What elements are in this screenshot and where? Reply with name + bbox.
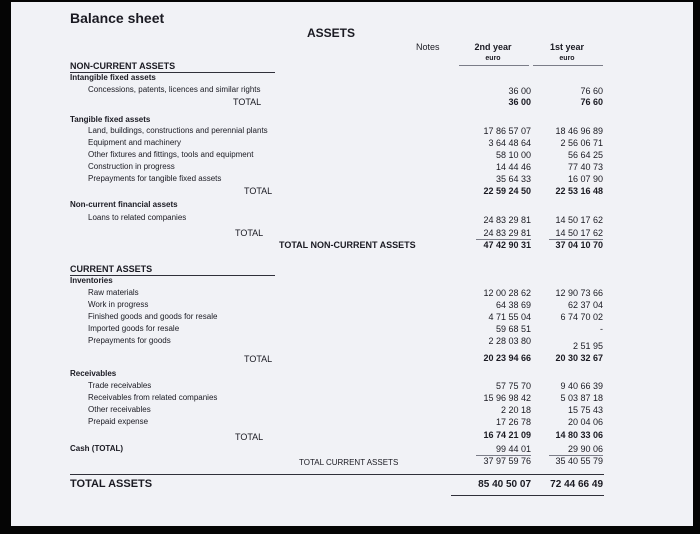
receivables-row-label: Other receivables — [88, 405, 151, 414]
intangible-title: Intangible fixed assets — [70, 73, 156, 82]
intangible-row-label: Concessions, patents, licences and similar rights — [88, 85, 261, 94]
tangible-row-y1: 18 46 96 89 — [555, 126, 603, 136]
tangible-row-label: Equipment and machinery — [88, 138, 181, 147]
inventories-title: Inventories — [70, 276, 113, 285]
receivables-row-label: Trade receivables — [88, 381, 152, 390]
year2-unit: euro — [485, 55, 501, 62]
current-grand-total-label: TOTAL CURRENT ASSETS — [299, 458, 399, 467]
receivables-row-y1: 5 03 87 18 — [560, 393, 603, 403]
receivables-row-y2: 15 96 98 42 — [483, 393, 531, 403]
receivables-row-y1: 9 40 66 39 — [560, 381, 603, 391]
intangible-total-y2: 36 00 — [508, 97, 531, 107]
tangible-row-label: Land, buildings, constructions and perennial plants — [88, 126, 268, 135]
receivables-title: Receivables — [70, 369, 117, 378]
total-assets-label: TOTAL ASSETS — [70, 478, 153, 490]
cash-y2: 99 44 01 — [495, 444, 531, 454]
tangible-row-y1: 2 56 06 71 — [560, 138, 603, 148]
financial-total-y1: 14 50 17 62 — [555, 228, 603, 238]
year1-column-header: 1st year — [549, 42, 585, 52]
inventories-row-y1: 12 90 73 66 — [555, 288, 603, 298]
non-current-grand-total-y1: 37 04 10 70 — [555, 240, 603, 250]
tangible-row-y2: 17 86 57 07 — [483, 126, 531, 136]
financial-row-y2: 24 83 29 81 — [483, 215, 531, 225]
non-current-title: NON-CURRENT ASSETS — [70, 61, 176, 71]
receivables-row-y1: 20 04 06 — [567, 417, 603, 427]
inventories-total-label: TOTAL — [244, 354, 273, 364]
total-assets-top-rule — [70, 474, 604, 475]
tangible-row-y1: 16 07 90 — [567, 174, 603, 184]
inventories-row-y2: 2 28 03 80 — [488, 336, 531, 346]
receivables-total-y2: 16 74 21 09 — [483, 430, 531, 440]
header-underline-year1 — [533, 65, 603, 66]
financial-row-y1: 14 50 17 62 — [555, 215, 603, 225]
inventories-row-y2: 59 68 51 — [495, 324, 531, 334]
inventories-row-y2: 64 38 69 — [495, 300, 531, 310]
intangible-row-y1: 76 60 — [580, 86, 603, 96]
page-title: Balance sheet — [70, 10, 165, 26]
tangible-row-y2: 58 10 00 — [495, 150, 531, 160]
receivables-row-label: Receivables from related companies — [88, 393, 218, 402]
year1-unit: euro — [559, 55, 575, 62]
tangible-total-y2: 22 59 24 50 — [483, 186, 531, 196]
cash-label: Cash (TOTAL) — [70, 444, 124, 453]
inventories-row-label: Prepayments for goods — [88, 336, 171, 345]
receivables-total-y1: 14 80 33 06 — [555, 430, 603, 440]
inventories-row-label: Work in progress — [88, 300, 149, 309]
inventories-row-label: Raw materials — [88, 288, 139, 297]
tangible-row-y2: 35 64 33 — [495, 174, 531, 184]
current-title: CURRENT ASSETS — [70, 264, 153, 274]
current-grand-total-y2: 37 97 59 76 — [483, 456, 531, 466]
financial-row-label: Loans to related companies — [88, 213, 187, 222]
assets-heading: ASSETS — [307, 26, 356, 40]
receivables-row-y2: 17 26 78 — [495, 417, 531, 427]
balance-sheet-page — [11, 2, 693, 526]
tangible-row-y2: 14 44 46 — [495, 162, 531, 172]
inventories-row-y1: - — [600, 324, 603, 334]
tangible-total-y1: 22 53 16 48 — [555, 186, 603, 196]
header-underline-year2 — [459, 65, 529, 66]
intangible-total-y1: 76 60 — [580, 97, 603, 107]
inventories-total-y1: 20 30 32 67 — [555, 353, 603, 363]
receivables-total-label: TOTAL — [235, 432, 264, 442]
cash-y1: 29 90 06 — [567, 444, 603, 454]
receivables-row-label: Prepaid expense — [88, 417, 149, 426]
tangible-title: Tangible fixed assets — [70, 115, 151, 124]
non-current-grand-total-y2: 47 42 90 31 — [483, 240, 531, 250]
intangible-row-y2: 36 00 — [508, 86, 531, 96]
tangible-row-label: Construction in progress — [88, 162, 175, 171]
notes-column-header: Notes — [416, 42, 440, 52]
tangible-row-y2: 3 64 48 64 — [488, 138, 531, 148]
tangible-row-label: Other fixtures and fittings, tools and equipment — [88, 150, 254, 159]
receivables-row-y1: 15 75 43 — [567, 405, 603, 415]
financial-title: Non-current financial assets — [70, 200, 178, 209]
current-grand-total-y1: 35 40 55 79 — [555, 456, 603, 466]
inventories-row-label: Finished goods and goods for resale — [88, 312, 218, 321]
total-assets-y1: 72 44 66 49 — [550, 479, 603, 490]
inventories-row-y1: 2 51 95 — [572, 341, 603, 351]
tangible-row-y1: 56 64 25 — [567, 150, 603, 160]
tangible-row-label: Prepayments for tangible fixed assets — [88, 174, 222, 183]
inventories-row-y2: 12 00 28 62 — [483, 288, 531, 298]
financial-total-label: TOTAL — [235, 228, 264, 238]
non-current-grand-total-label: TOTAL NON-CURRENT ASSETS — [279, 240, 416, 250]
receivables-row-y2: 2 20 18 — [500, 405, 531, 415]
inventories-row-y2: 4 71 55 04 — [488, 312, 531, 322]
total-assets-y2: 85 40 50 07 — [478, 479, 531, 490]
receivables-row-y2: 57 75 70 — [495, 381, 531, 391]
inventories-total-y2: 20 23 94 66 — [483, 353, 531, 363]
tangible-total-label: TOTAL — [244, 186, 273, 196]
intangible-total-label: TOTAL — [233, 97, 262, 107]
inventories-row-y1: 62 37 04 — [567, 300, 603, 310]
inventories-row-y1: 6 74 70 02 — [560, 312, 603, 322]
inventories-row-label: Imported goods for resale — [88, 324, 180, 333]
year2-column-header: 2nd year — [474, 42, 512, 52]
financial-total-y2: 24 83 29 81 — [483, 228, 531, 238]
tangible-row-y1: 77 40 73 — [567, 162, 603, 172]
total-assets-bottom-rule — [451, 495, 604, 496]
